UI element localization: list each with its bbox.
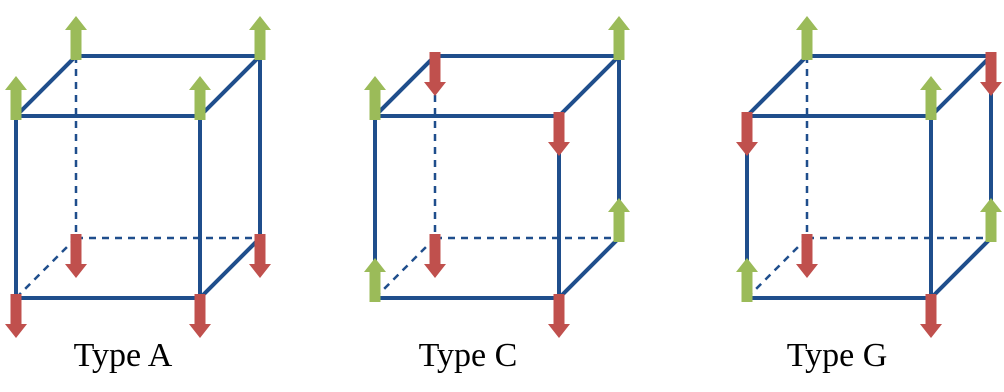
type-g-cube bbox=[736, 16, 1002, 338]
spin-up-arrow-icon bbox=[5, 76, 27, 120]
spin-up-arrow-icon bbox=[736, 258, 758, 302]
spin-up-arrow-icon bbox=[249, 16, 271, 60]
spin-up-arrow-icon bbox=[65, 16, 87, 60]
cube-edge bbox=[747, 56, 807, 116]
spin-down-arrow-icon bbox=[424, 234, 446, 278]
spin-up-arrow-icon bbox=[980, 198, 1002, 242]
spin-down-arrow-icon bbox=[980, 52, 1002, 96]
type-c-cube bbox=[364, 16, 630, 338]
spin-up-arrow-icon bbox=[608, 16, 630, 60]
cube-edge bbox=[559, 56, 619, 116]
spin-down-arrow-icon bbox=[65, 234, 87, 278]
spin-down-arrow-icon bbox=[796, 234, 818, 278]
spin-down-arrow-icon bbox=[424, 52, 446, 96]
spin-up-arrow-icon bbox=[189, 76, 211, 120]
spin-down-arrow-icon bbox=[736, 112, 758, 156]
cube-edge bbox=[559, 238, 619, 298]
spin-up-arrow-icon bbox=[364, 258, 386, 302]
type-a-cube bbox=[5, 16, 271, 338]
type-a-label: Type A bbox=[73, 337, 173, 374]
spin-up-arrow-icon bbox=[608, 198, 630, 242]
hidden-edge bbox=[16, 238, 76, 298]
spin-up-arrow-icon bbox=[364, 76, 386, 120]
spin-down-arrow-icon bbox=[5, 294, 27, 338]
spin-down-arrow-icon bbox=[548, 112, 570, 156]
spin-down-arrow-icon bbox=[189, 294, 211, 338]
hidden-edge bbox=[747, 238, 807, 298]
cube-edge bbox=[16, 56, 76, 116]
type-g-label: Type G bbox=[786, 337, 888, 374]
spin-down-arrow-icon bbox=[548, 294, 570, 338]
spin-down-arrow-icon bbox=[249, 234, 271, 278]
type-c-label: Type C bbox=[418, 337, 518, 374]
spin-up-arrow-icon bbox=[796, 16, 818, 60]
cube-edge bbox=[375, 56, 435, 116]
spin-down-arrow-icon bbox=[920, 294, 942, 338]
spin-up-arrow-icon bbox=[920, 76, 942, 120]
cube-edge bbox=[200, 56, 260, 116]
cube-edge bbox=[931, 238, 991, 298]
cube-edge bbox=[931, 56, 991, 116]
cube-edge bbox=[200, 238, 260, 298]
hidden-edge bbox=[375, 238, 435, 298]
